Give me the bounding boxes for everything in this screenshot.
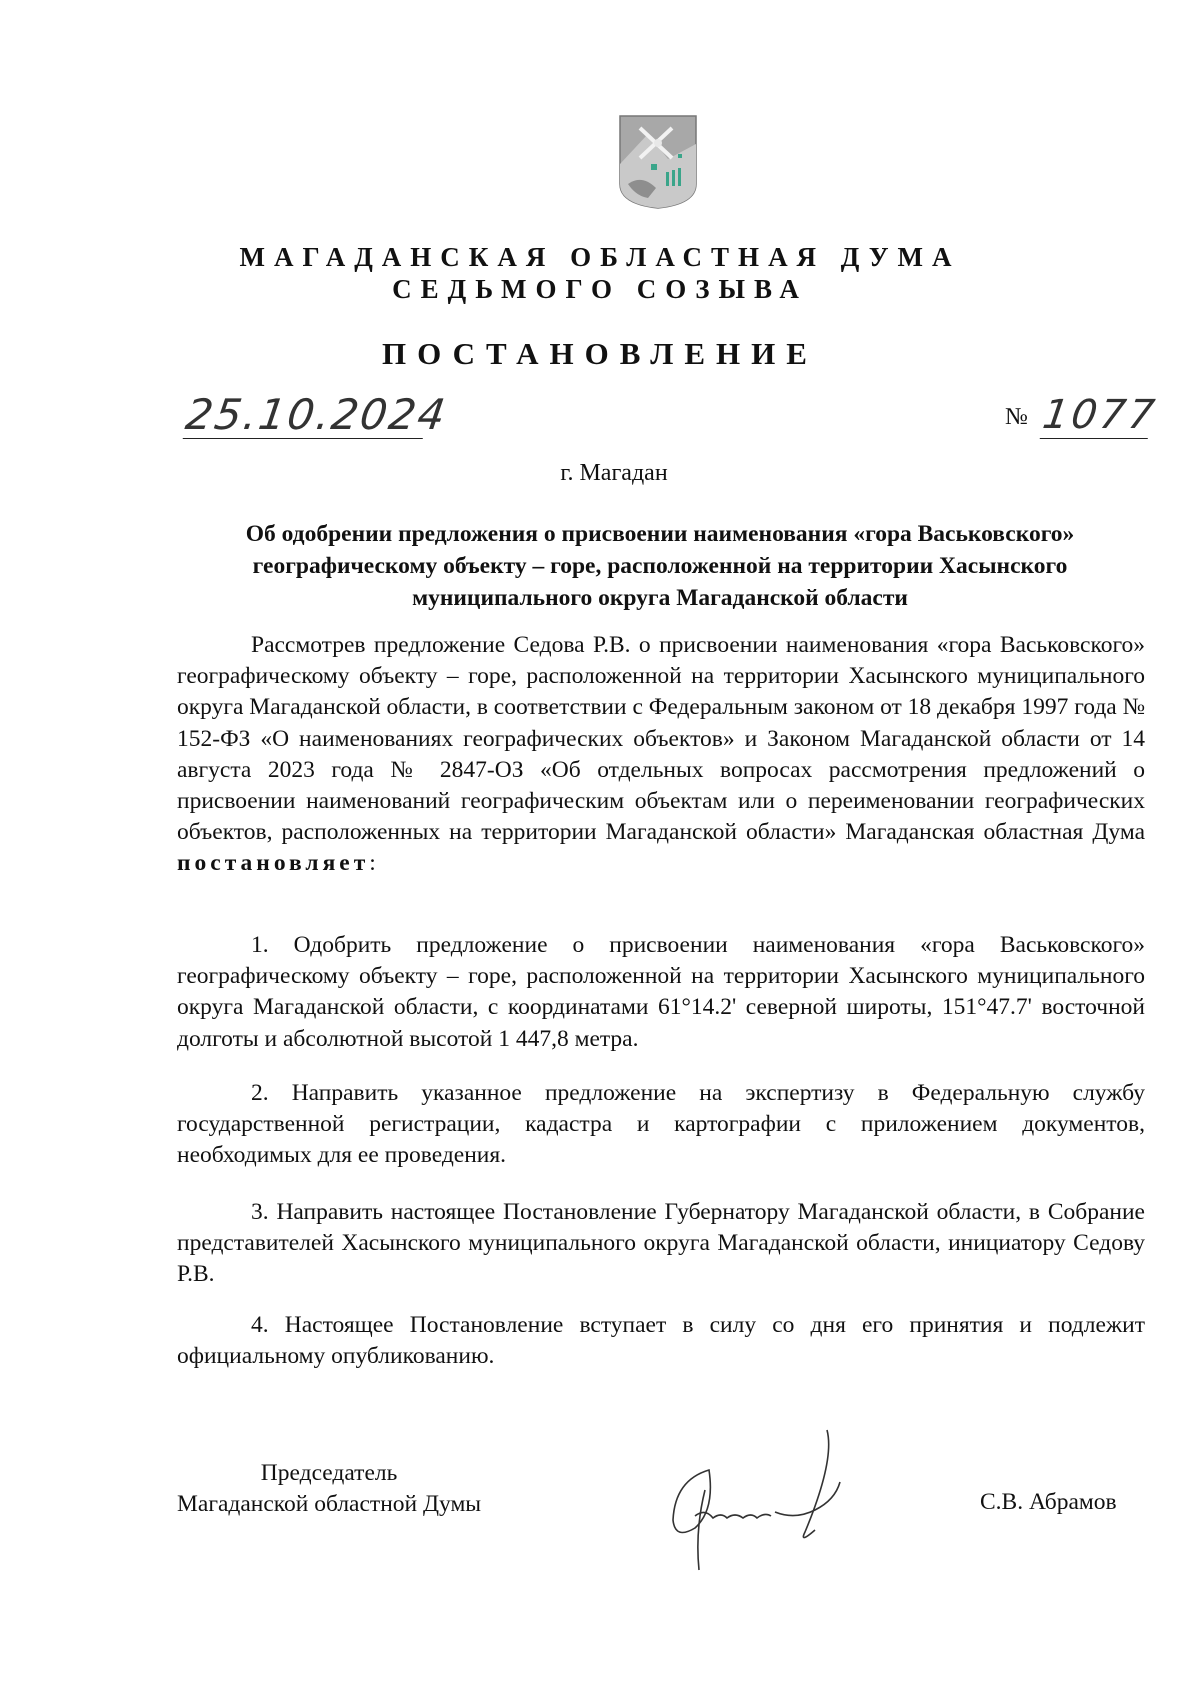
document-type: ПОСТАНОВЛЕНИЕ <box>382 336 818 371</box>
city: г. Магадан <box>560 460 668 486</box>
resolution-item-1: 1. Одобрить предложение о присвоении наименования «гора Васьковского» географическому объекту – горе, расположенной на территории Хасынского муниципального округа Магаданской области, с координатами 61°14.2' северной широты, 151°47.7' восточной долготы и абсолютной высотой 1 447,8 метра. <box>177 932 1145 1052</box>
number-sign: № <box>1005 404 1028 430</box>
preamble-text: Рассмотрев предложение Седова Р.В. о присвоении наименования «гора Васьковского» географическому объекту – горе, расположенной на территории Хасынского муниципального округа Магаданской области, в соответствии с Федеральным законом от 18 декабря 1997 года № 152-ФЗ «О наименованиях географических объектов» и Законом Магаданской области от 14 августа 2023 года № 2847-ОЗ «Об отдельных вопросах рассмотрения предложений о присвоении наименований географическим объектам или о переименовании географических объектов, расположенных на территории Магаданской области» Магаданская областная Дума <box>177 632 1145 846</box>
resolution-item-4: 4. Настоящее Постановление вступает в силу со дня его принятия и подлежит официальному опубликованию. <box>177 1312 1145 1370</box>
signatory-position <box>177 1458 481 1520</box>
signatory-name: С.В. Абрамов <box>980 1489 1117 1515</box>
resolution-item-3: 3. Направить настоящее Постановление Губернатору Магаданской области, в Собрание представителей Хасынского муниципального округа Магаданской области, инициатору Седову Р.В. <box>177 1199 1145 1288</box>
organization-name: МАГАДАНСКАЯ ОБЛАСТНАЯ ДУМА <box>239 242 961 272</box>
preamble-colon: : <box>369 850 376 877</box>
handwritten-date: 25.10.2024 <box>182 390 451 439</box>
handwritten-number: 1077 <box>1039 392 1161 438</box>
preamble-paragraph <box>177 630 1145 880</box>
handwritten-signature <box>665 1420 865 1580</box>
decision-word: постановляет <box>177 850 370 877</box>
document-title: Об одобрении предложения о присвоении наименования «гора Васьковского» географическому объекту – горе, расположенной на территории Хасынского муниципального округа Магаданской области <box>245 521 1075 611</box>
signatory-position-line2: Магаданской областной Думы <box>177 1491 482 1517</box>
convocation: СЕДЬМОГО СОЗЫВА <box>392 274 808 304</box>
coat-of-arms-icon <box>618 114 698 210</box>
resolution-item-2: 2. Направить указанное предложение на экспертизу в Федеральную службу государственной регистрации, кадастра и картографии с приложением документов, необходимых для ее проведения. <box>177 1080 1145 1169</box>
signatory-position-line1: Председатель <box>260 1460 398 1486</box>
